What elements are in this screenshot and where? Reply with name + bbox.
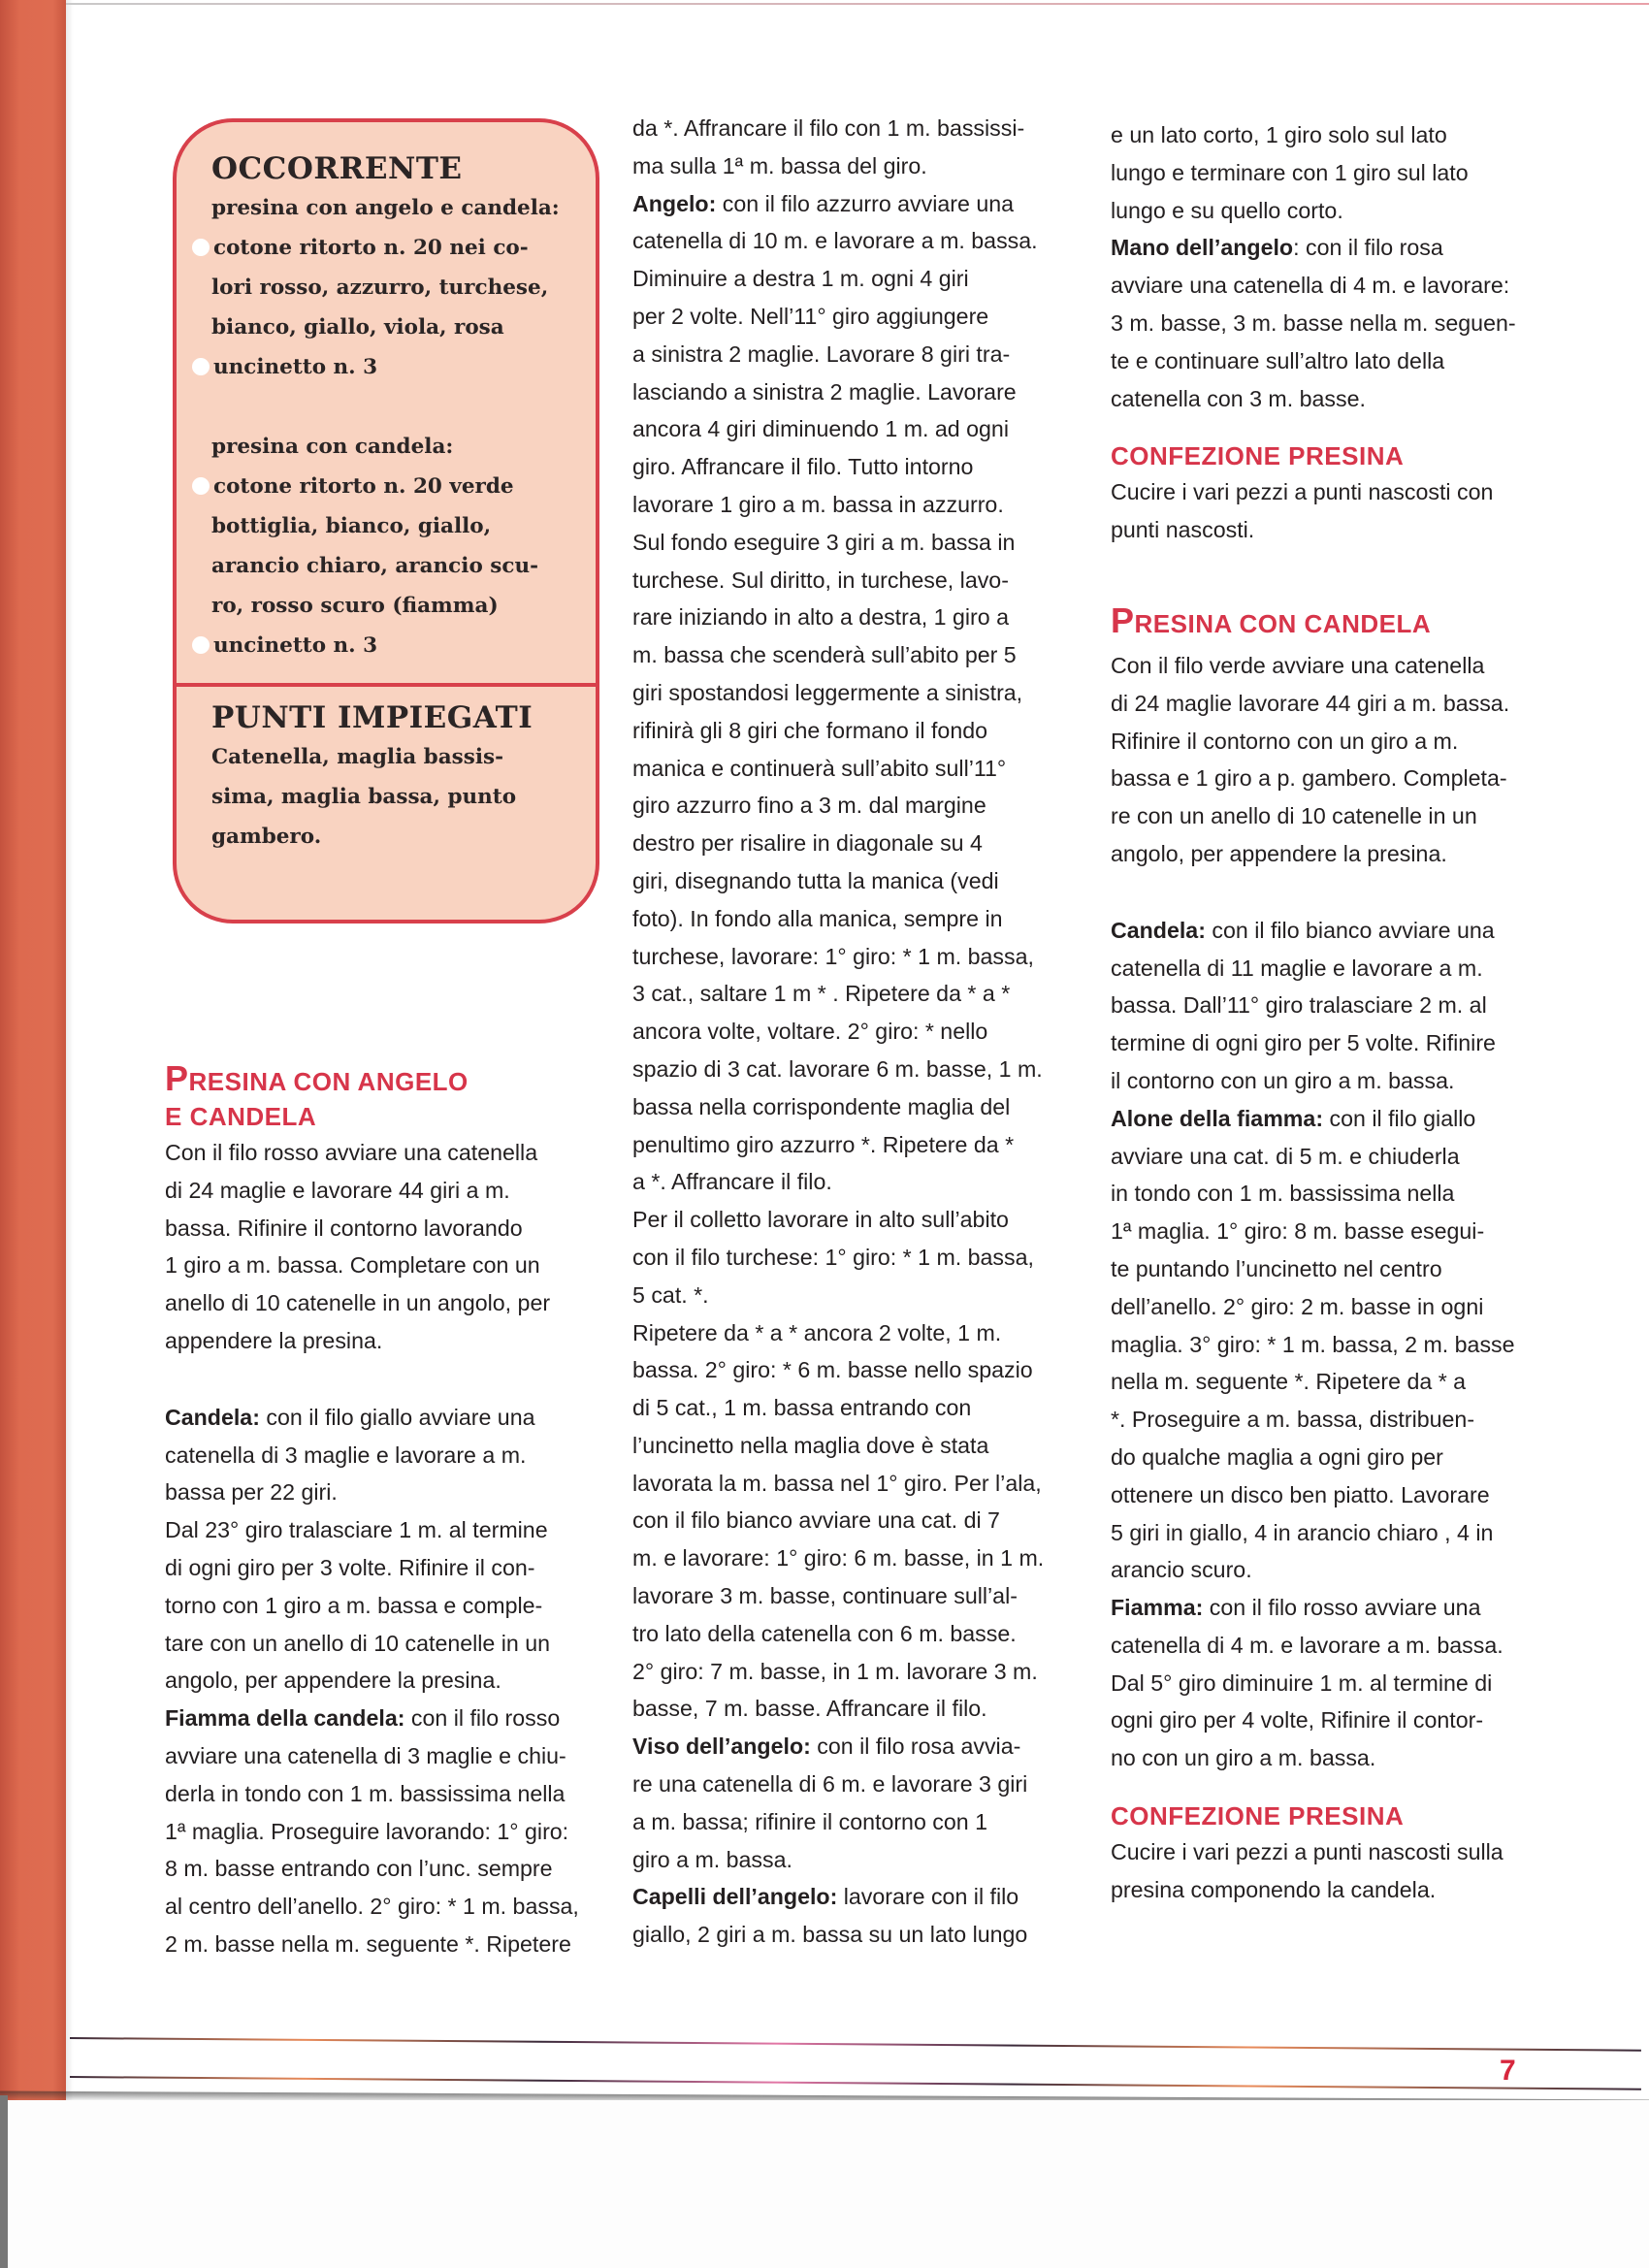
punti-line: Catenella, maglia bassis-: [211, 745, 504, 769]
text-line: Candela: con il filo giallo avviare una: [165, 1404, 535, 1430]
text-line: Viso dell’angelo: con il filo rosa avvia-: [632, 1733, 1021, 1760]
mano-paragraph: [1111, 229, 1576, 417]
text-line: Per il colletto lavorare in alto sull’abito: [632, 1207, 1009, 1233]
text-line: il contorno con un giro a m. bassa.: [1111, 1067, 1455, 1093]
group1-item1: cotone ritorto n. 20 nei co-: [211, 228, 578, 268]
text-line: Mano dell’angelo: con il filo rosa: [1111, 235, 1443, 261]
text-line: bassa. 2° giro: * 6 m. basse nello spazio: [632, 1357, 1033, 1383]
confezione-heading-1: CONFEZIONE PRESINA: [1111, 441, 1405, 471]
candela-label: Candela:: [165, 1404, 260, 1430]
footer-rule-bottom: [70, 2076, 1641, 2090]
text-line: ancora volte, voltare. 2° giro: * nello: [632, 1019, 988, 1045]
text-line: lungo e terminare con 1 giro sul lato: [1111, 159, 1469, 185]
text-line: appendere la presina.: [165, 1327, 383, 1353]
group1-label: presina con angelo e candela:: [211, 196, 560, 220]
scan-edge: [0, 2095, 8, 2268]
text-line: bassa nella corrispondente maglia del: [632, 1093, 1011, 1119]
text-line: Candela: con il filo bianco avviare una: [1111, 917, 1495, 943]
alone-paragraph: [1111, 1100, 1576, 1589]
text-line: per 2 volte. Nell’11° giro aggiungere: [632, 303, 989, 329]
text-line: giri spostandosi leggermente a sinistra,: [632, 679, 1023, 705]
text-line: 3 m. basse, 3 m. basse nella m. seguen-: [1111, 309, 1516, 336]
text-line: rare iniziando in alto a destra, 1 giro a: [632, 604, 1009, 631]
text-line: re una catenella di 6 m. e lavorare 3 giri: [632, 1771, 1028, 1798]
text-line: giro a m. bassa.: [632, 1846, 792, 1872]
text-line: basse, 7 m. basse. Affrancare il filo.: [632, 1696, 987, 1722]
text-line: bassa. Rifinire il contorno lavorando: [165, 1215, 523, 1241]
materials-box: [173, 118, 599, 923]
text-line: angolo, per appendere la presina.: [1111, 840, 1447, 866]
text-line: ogni giro per 4 volte, Rifinire il contor-: [1111, 1707, 1484, 1733]
alone-label: Alone della fiamma:: [1111, 1105, 1324, 1131]
page-number: 7: [1500, 2055, 1516, 2087]
text-line: Fiamma della candela: con il filo rosso: [165, 1705, 561, 1732]
text-line: 5 giri in giallo, 4 in arancio chiaro , 4 in: [1111, 1519, 1494, 1545]
text-line: dell’anello. 2° giro: 2 m. basse in ogni: [1111, 1293, 1484, 1319]
text-line: bassa. Dall’11° giro tralasciare 2 m. al: [1111, 992, 1487, 1019]
text-line: 8 m. basse entrando con l’unc. sempre: [165, 1856, 553, 1882]
text-line: te e continuare sull’altro lato della: [1111, 347, 1445, 373]
bullet-icon: [192, 636, 210, 654]
text-line: avviare una catenella di 4 m. e lavorare:: [1111, 273, 1510, 299]
text-line: nella m. seguente *. Ripetere da * a: [1111, 1369, 1467, 1395]
text-line: l’uncinetto nella maglia dove è stata: [632, 1432, 989, 1458]
column-2: [632, 110, 1086, 1954]
text-line: torno con 1 giro a m. bassa e comple-: [165, 1592, 543, 1618]
section-heading-angelo-candela: PRESINA CON ANGELO: [165, 1058, 469, 1098]
text-line: di 24 maglie e lavorare 44 giri a m.: [165, 1177, 510, 1203]
scan-background: [0, 2100, 1649, 2268]
text-line: lavorare 3 m. basse, continuare sull’al-: [632, 1583, 1018, 1609]
text-line: giro. Affrancare il filo. Tutto intorno: [632, 454, 974, 480]
text-line: lavorare 1 giro a m. bassa in azzurro.: [632, 491, 1004, 517]
text-line: Con il filo verde avviare una catenella: [1111, 652, 1485, 678]
text-line: ancora 4 giri diminuendo 1 m. ad ogni: [632, 416, 1009, 442]
text-line: 1ª maglia. Proseguire lavorando: 1° giro:: [165, 1818, 569, 1844]
text-line: spazio di 3 cat. lavorare 6 m. basse, 1 m.: [632, 1055, 1043, 1082]
text-line: presina componendo la candela.: [1111, 1876, 1437, 1902]
text-line: giallo, 2 giri a m. bassa su un lato lungo: [632, 1922, 1028, 1948]
text-line: Diminuire a destra 1 m. ogni 4 giri: [632, 266, 969, 292]
group2-item1-line: bottiglia, bianco, giallo,: [211, 514, 492, 538]
column-1: [165, 1058, 611, 1963]
punti-section: [177, 687, 596, 857]
intro-paragraph: [165, 1134, 611, 1360]
text-line: catenella di 11 maglie e lavorare a m.: [1111, 955, 1483, 981]
text-line: avviare una cat. di 5 m. e chiuderla: [1111, 1143, 1460, 1169]
group1-item1-line: lori rosso, azzurro, turchese,: [211, 275, 549, 300]
section-heading-candela: PRESINA CON CANDELA: [1111, 599, 1432, 640]
candela-intro-paragraph: [1111, 647, 1576, 873]
text-line: lasciando a sinistra 2 maglie. Lavorare: [632, 378, 1017, 405]
text-line: Fiamma: con il filo rosso avviare una: [1111, 1595, 1481, 1621]
group2-item2: uncinetto n. 3: [211, 626, 578, 665]
capelli-paragraph: [632, 1878, 1086, 1954]
punti-line: gambero.: [211, 825, 322, 849]
text-line: derla in tondo con 1 m. bassissima nella: [165, 1780, 566, 1806]
text-line: Cucire i vari pezzi a punti nascosti con: [1111, 479, 1494, 505]
mano-label: Mano dell’angelo: [1111, 235, 1294, 261]
candela-paragraph: [165, 1399, 611, 1700]
bullet-icon: [192, 358, 210, 375]
footer-rule-top: [70, 2037, 1641, 2052]
text-line: bassa e 1 giro a p. gambero. Completa-: [1111, 765, 1507, 792]
text-line: m. e lavorare: 1° giro: 6 m. basse, in 1 m.: [632, 1545, 1045, 1571]
text-line: termine di ogni giro per 5 volte. Rifinire: [1111, 1030, 1496, 1056]
text-line: ottenere un disco ben piatto. Lavorare: [1111, 1481, 1490, 1507]
text-line: Capelli dell’angelo: lavorare con il filo: [632, 1884, 1019, 1910]
text-line: no con un giro a m. bassa.: [1111, 1745, 1376, 1771]
text-line: Angelo: con il filo azzurro avviare una: [632, 190, 1015, 216]
spine-shadow: [66, 0, 74, 2129]
text-line: manica e continuerà sull’abito sull’11°: [632, 755, 1007, 781]
text-line: Ripetere da * a * ancora 2 volte, 1 m.: [632, 1319, 1002, 1345]
text-line: punti nascosti.: [1111, 517, 1255, 543]
text-line: avviare una catenella di 3 maglie e chiu-: [165, 1742, 566, 1768]
group2-item1-line: arancio chiaro, arancio scu-: [211, 554, 539, 578]
text-line: Con il filo rosso avviare una catenella: [165, 1140, 538, 1165]
text-line: lungo e su quello corto.: [1111, 197, 1343, 223]
text-line: con il filo bianco avviare una cat. di 7: [632, 1507, 1000, 1534]
text-line: 2 m. basse nella m. seguente *. Ripetere: [165, 1930, 571, 1957]
text-line: rifinirà gli 8 giri che formano il fondo: [632, 717, 988, 743]
text-line: anello di 10 catenelle in un angolo, per: [165, 1290, 551, 1316]
text-line: di 24 maglie lavorare 44 giri a m. bassa.: [1111, 690, 1510, 716]
punti-line: sima, maglia bassa, punto: [211, 785, 517, 809]
text-line: 5 cat. *.: [632, 1281, 709, 1308]
text-line: Dal 23° giro tralasciare 1 m. al termine: [165, 1517, 548, 1543]
angelo-label: Angelo:: [632, 190, 717, 216]
text-line: Rifinire il contorno con un giro a m.: [1111, 728, 1459, 754]
text-line: al centro dell’anello. 2° giro: * 1 m. bassa,: [165, 1894, 579, 1920]
text-line: penultimo giro azzurro *. Ripetere da *: [632, 1131, 1015, 1157]
text-line: con il filo turchese: 1° giro: * 1 m. bassa,: [632, 1244, 1034, 1270]
occorrente-title: OCCORRENTE: [211, 151, 463, 186]
text-line: catenella con 3 m. basse.: [1111, 385, 1366, 411]
column-3: [1111, 116, 1576, 1909]
text-line: e un lato corto, 1 giro solo sul lato: [1111, 122, 1447, 147]
confezione-heading-2: CONFEZIONE PRESINA: [1111, 1801, 1405, 1831]
section-heading-line2: E CANDELA: [165, 1102, 317, 1131]
bullet-icon: [192, 239, 210, 256]
fiamma-label: Fiamma:: [1111, 1595, 1204, 1621]
fiamma-paragraph: [165, 1700, 611, 1963]
text-line: catenella di 10 m. e lavorare a m. bassa.: [632, 228, 1038, 254]
text-line: lavorata la m. bassa nel 1° giro. Per l’ala,: [632, 1470, 1042, 1496]
text-line: a m. bassa; rifinire il contorno con 1: [632, 1808, 988, 1834]
text-line: te puntando l’uncinetto nel centro: [1111, 1255, 1442, 1281]
text-line: 1ª maglia. 1° giro: 8 m. basse esegui-: [1111, 1218, 1485, 1245]
bullet-icon: [192, 477, 210, 495]
text-line: 1 giro a m. bassa. Completare con un: [165, 1252, 540, 1279]
text-line: foto). In fondo alla manica, sempre in: [632, 905, 1003, 931]
text-line: giri, disegnando tutta la manica (vedi: [632, 867, 999, 893]
group2-label: presina con candela:: [211, 435, 454, 459]
text-line: bassa per 22 giri.: [165, 1479, 338, 1506]
text-line: giro azzurro fino a 3 m. dal margine: [632, 793, 986, 819]
text-line: Cucire i vari pezzi a punti nascosti sulla: [1111, 1839, 1504, 1865]
text-line: 3 cat., saltare 1 m * . Ripetere da * a *: [632, 981, 1011, 1007]
text-line: catenella di 3 maglie e lavorare a m.: [165, 1442, 527, 1468]
candela-paragraph-2: [1111, 912, 1576, 1100]
text-line: a sinistra 2 maglie. Lavorare 8 giri tra-: [632, 340, 1011, 367]
viso-paragraph: [632, 1728, 1086, 1878]
text-line: turchese. Sul diritto, in turchese, lavo-: [632, 567, 1009, 593]
text-line: tro lato della catenella con 6 m. basse.: [632, 1620, 1017, 1646]
text-line: Dal 5° giro diminuire 1 m. al termine di: [1111, 1669, 1493, 1696]
group1-item1-line: bianco, giallo, viola, rosa: [211, 315, 504, 340]
text-line: *. Proseguire a m. bassa, distribuen-: [1111, 1407, 1475, 1433]
text-line: Sul fondo eseguire 3 giri a m. bassa in: [632, 529, 1016, 555]
text-line: 2° giro: 7 m. basse, in 1 m. lavorare 3 m.: [632, 1658, 1038, 1684]
text-line: maglia. 3° giro: * 1 m. bassa, 2 m. basse: [1111, 1331, 1515, 1357]
text-line: m. bassa che scenderà sull’abito per 5: [632, 642, 1017, 668]
text-line: in tondo con 1 m. bassissima nella: [1111, 1181, 1455, 1207]
top-rule: [66, 3, 1649, 5]
text-line: Alone della fiamma: con il filo giallo: [1111, 1105, 1476, 1131]
group1-item2: uncinetto n. 3: [211, 347, 578, 387]
occorrente-section: [177, 122, 596, 665]
text-line: do qualche maglia a ogni giro per: [1111, 1443, 1443, 1470]
candela-label: Candela:: [1111, 917, 1206, 943]
text-line: di ogni giro per 3 volte. Rifinire il con-: [165, 1554, 535, 1580]
viso-label: Viso dell’angelo:: [632, 1733, 811, 1760]
group2-item1: cotone ritorto n. 20 verde: [211, 467, 578, 506]
capelli-label: Capelli dell’angelo:: [632, 1884, 838, 1910]
text-line: arancio scuro.: [1111, 1557, 1252, 1583]
magazine-spine: [0, 0, 66, 2129]
punti-title: PUNTI IMPIEGATI: [211, 700, 534, 735]
text-line: angolo, per appendere la presina.: [165, 1668, 501, 1694]
text-line: a *. Affrancare il filo.: [632, 1169, 832, 1195]
text-line: turchese, lavorare: 1° giro: * 1 m. bassa,: [632, 943, 1034, 969]
angelo-paragraph: [632, 185, 1086, 1729]
text-line: tare con un anello di 10 catenelle in un: [165, 1630, 551, 1656]
text-line: da *. Affrancare il filo con 1 m. bassissi-: [632, 115, 1025, 141]
text-line: destro per risalire in diagonale su 4: [632, 830, 983, 857]
group2-item1-line: ro, rosso scuro (fiamma): [211, 594, 499, 618]
text-line: re con un anello di 10 catenelle in un: [1111, 803, 1477, 829]
text-line: ma sulla 1ª m. bassa del giro.: [632, 152, 927, 178]
text-line: di 5 cat., 1 m. bassa entrando con: [632, 1395, 972, 1421]
fiamma-label: Fiamma della candela:: [165, 1705, 405, 1732]
fiamma-paragraph-2: [1111, 1589, 1576, 1777]
text-line: catenella di 4 m. e lavorare a m. bassa.: [1111, 1632, 1504, 1658]
